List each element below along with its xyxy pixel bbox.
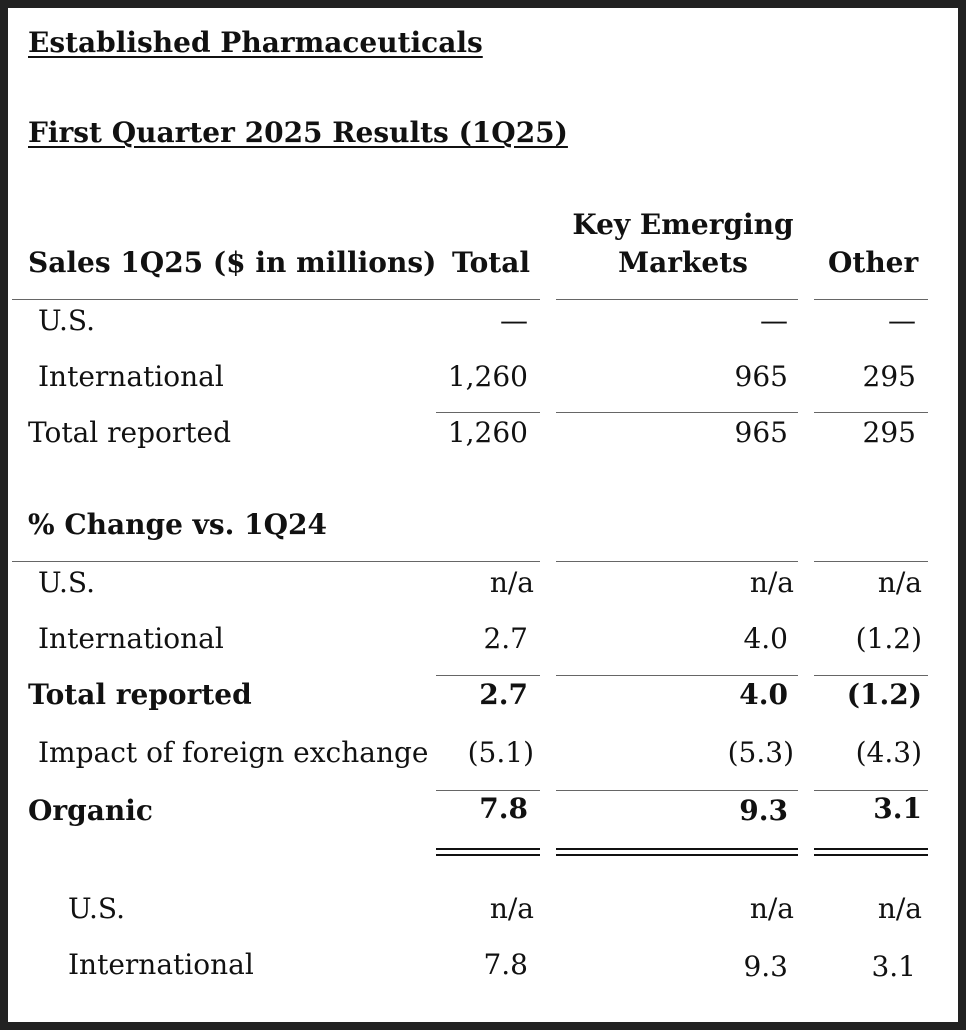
header-rule-other	[814, 299, 928, 300]
header-total: Total	[452, 246, 531, 279]
double-rule-total	[436, 848, 540, 856]
pct-total-other: (1.2)	[846, 678, 922, 711]
pct-fx-kem: (5.3)	[727, 736, 794, 769]
sales-total-total: 1,260	[447, 416, 528, 449]
sales-us-total: —	[500, 304, 528, 337]
pct-us-total: n/a	[489, 566, 534, 599]
double-rule-other	[814, 848, 928, 856]
pct-fx-label: Impact of foreign exchange	[38, 736, 429, 769]
pct-us-other: n/a	[877, 566, 922, 599]
sales-us-kem: —	[760, 304, 788, 337]
organic-us-total: n/a	[489, 892, 534, 925]
header-key-emerging-line2: Markets	[618, 246, 748, 279]
pct-total-label: Total reported	[28, 678, 252, 711]
sales-total-rule-other	[814, 412, 928, 413]
pct-organic-other: 3.1	[873, 792, 922, 825]
organic-rule-other	[814, 790, 928, 791]
pct-organic-kem: 9.3	[739, 794, 788, 827]
pct-fx-other: (4.3)	[855, 736, 922, 769]
page-subtitle: First Quarter 2025 Results (1Q25)	[28, 116, 568, 149]
organic-intl-kem: 9.3	[743, 950, 788, 983]
sales-intl-other: 295	[862, 360, 916, 393]
pct-total-rule-other	[814, 675, 928, 676]
pct-total-rule-total	[436, 675, 540, 676]
header-other: Other	[828, 246, 919, 279]
organic-intl-total: 7.8	[483, 948, 528, 981]
header-rule-kem	[556, 299, 798, 300]
organic-intl-other: 3.1	[871, 950, 916, 983]
sales-total-rule-total	[436, 412, 540, 413]
page-title: Established Pharmaceuticals	[28, 26, 483, 59]
organic-intl-label: International	[68, 948, 254, 981]
pct-intl-total: 2.7	[483, 622, 528, 655]
sales-us-label: U.S.	[38, 304, 96, 337]
pct-rule-other	[814, 561, 928, 562]
pct-total-kem: 4.0	[739, 678, 788, 711]
sales-total-kem: 965	[734, 416, 788, 449]
sales-intl-total: 1,260	[447, 360, 528, 393]
pct-total-total: 2.7	[479, 678, 528, 711]
sales-intl-label: International	[38, 360, 224, 393]
page	[8, 8, 958, 1022]
header-key-emerging-line1: Key Emerging	[572, 208, 794, 241]
pct-organic-label: Organic	[28, 794, 153, 827]
pct-rule-kem	[556, 561, 798, 562]
pct-us-label: U.S.	[38, 566, 96, 599]
pct-fx-total: (5.1)	[467, 736, 534, 769]
organic-us-other: n/a	[877, 892, 922, 925]
pct-intl-kem: 4.0	[743, 622, 788, 655]
pct-change-heading: % Change vs. 1Q24	[28, 508, 328, 541]
header-label: Sales 1Q25 ($ in millions)	[28, 246, 437, 279]
sales-intl-kem: 965	[734, 360, 788, 393]
pct-organic-total: 7.8	[479, 792, 528, 825]
pct-us-kem: n/a	[749, 566, 794, 599]
pct-total-rule-kem	[556, 675, 798, 676]
pct-intl-other: (1.2)	[855, 622, 922, 655]
double-rule-kem	[556, 848, 798, 856]
organic-rule-kem	[556, 790, 798, 791]
organic-us-kem: n/a	[749, 892, 794, 925]
header-rule-label	[12, 299, 540, 300]
organic-rule-total	[436, 790, 540, 791]
sales-total-rule-kem	[556, 412, 798, 413]
pct-intl-label: International	[38, 622, 224, 655]
sales-total-label: Total reported	[28, 416, 232, 449]
organic-us-label: U.S.	[68, 892, 126, 925]
sales-total-other: 295	[862, 416, 916, 449]
pct-rule-label	[12, 561, 540, 562]
sales-us-other: —	[888, 304, 916, 337]
